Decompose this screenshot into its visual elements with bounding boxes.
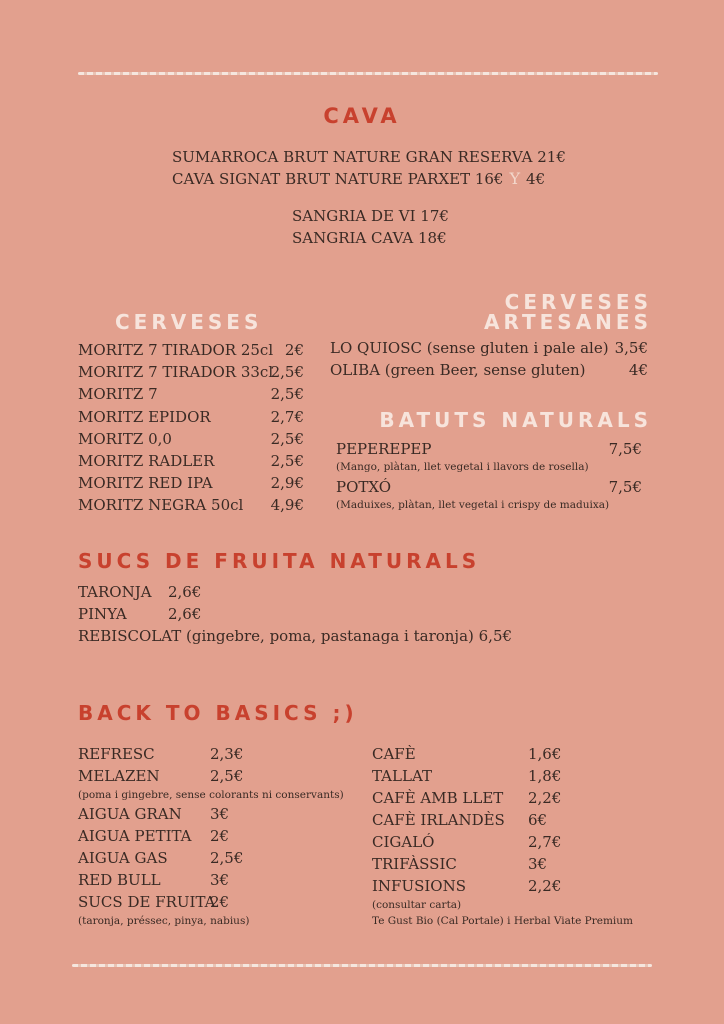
basics-right-item-name: TALLAT — [372, 767, 432, 785]
artesana-item — [330, 359, 648, 381]
artesana-item-name: OLIBA (green Beer, sense gluten) — [330, 361, 586, 379]
basics-left-item-price: 2,5€ — [210, 767, 244, 785]
melazen-note: (poma i gingebre, sense colorants ni conservants) — [78, 789, 344, 801]
basics-left-item-name: SUCS DE FRUITA — [78, 893, 216, 911]
cervesa-item — [78, 494, 304, 516]
basics-left-item-price: 2€ — [210, 893, 230, 911]
basics-right-item-name: TRIFÀSSIC — [372, 855, 457, 873]
cervesa-item-name: MORITZ EPIDOR — [78, 407, 211, 426]
cervesa-item — [78, 472, 304, 494]
cervesa-item — [78, 406, 304, 428]
cervesa-item-price: 2,5€ — [270, 385, 304, 404]
basics-right-item-price: 1,6€ — [528, 745, 562, 763]
basics-right-item — [372, 809, 548, 831]
basics-right-item-price: 6€ — [528, 811, 548, 829]
cervesa-item-name: MORITZ NEGRA 50cl — [78, 496, 244, 515]
basics-left-item-price: 3€ — [210, 805, 230, 823]
cava-item-2: CAVA SIGNAT BRUT NATURE PARXET 16€ Y 4€ — [172, 169, 546, 188]
basics-left-item — [78, 803, 230, 825]
cervesa-item-price: 2,5€ — [270, 429, 304, 448]
basics-right-item-name: CAFÈ — [372, 745, 416, 763]
cervesa-item — [78, 428, 304, 450]
basics-left-item-name: REFRESC — [78, 745, 155, 763]
basics-left-item-price: 2,5€ — [210, 849, 244, 867]
basics-right-item-name: INFUSIONS — [372, 877, 466, 895]
basics-right-item — [372, 831, 562, 853]
batut-peperepep-desc: (Mango, plàtan, llet vegetal i llavors de rosella) — [336, 461, 589, 473]
basics-left-item — [78, 765, 244, 787]
cava-item-1: SUMARROCA BRUT NATURE GRAN RESERVA 21€ — [172, 148, 566, 166]
batut-potxo: POTXÓ 7,5€ — [336, 478, 642, 496]
wine-glass-icon: Y — [509, 169, 521, 188]
sucs-heading: SUCS DE FRUITA NATURALS — [78, 549, 481, 573]
cervesa-item — [78, 383, 304, 405]
artesanes-heading-line1: CERVESES — [504, 290, 652, 314]
basics-left-item — [78, 891, 230, 913]
artesana-item — [330, 337, 648, 359]
cervesa-item-name: MORITZ 7 TIRADOR 33cl — [78, 363, 274, 382]
sucs-note: (taronja, préssec, pinya, nabius) — [78, 915, 250, 927]
cervesa-item-name: MORITZ 7 TIRADOR 25cl — [78, 341, 274, 359]
basics-left-item-name: AIGUA GAS — [78, 849, 168, 867]
cervesa-item-price: 2,5€ — [270, 452, 304, 470]
cervesa-item-price: 4,9€ — [270, 496, 304, 515]
basics-right-item-price: 2,2€ — [528, 789, 562, 807]
basics-right-item — [372, 787, 562, 809]
basics-left-item-name: MELAZEN — [78, 767, 160, 785]
cervesa-item-name: MORITZ 0,0 — [78, 429, 172, 448]
basics-right-item — [372, 853, 548, 875]
cava-heading: CAVA — [323, 104, 401, 128]
cervesa-item-name: MORITZ 7 — [78, 385, 158, 404]
suc-taronja: TARONJA 2,6€ — [78, 583, 202, 601]
cerveses-heading: CERVESES — [115, 310, 263, 334]
suc-pinya: PINYA 2,6€ — [78, 605, 202, 623]
basics-left-item-price: 2,3€ — [210, 745, 244, 763]
basics-right-item — [372, 875, 562, 897]
basics-right-item — [372, 743, 562, 765]
artesana-item-price: 3,5€ — [614, 339, 648, 357]
infusions-brands: Te Gust Bio (Cal Portale) i Herbal Viate Premium — [372, 915, 634, 927]
cervesa-item-name: MORITZ RED IPA — [78, 474, 213, 493]
basics-right-item — [372, 765, 562, 787]
cervesa-item-name: MORITZ RADLER — [78, 452, 215, 470]
cervesa-item-price: 2€ — [284, 341, 304, 359]
basics-left-item — [78, 743, 244, 765]
artesana-item-price: 4€ — [628, 361, 648, 379]
sangria-cava: SANGRIA CAVA 18€ — [292, 229, 447, 247]
cervesa-item — [78, 450, 304, 472]
glass-price: 4€ — [526, 170, 546, 188]
basics-left-item-name: RED BULL — [78, 871, 161, 889]
infusions-note: (consultar carta) — [372, 899, 462, 911]
basics-right-item-price: 2,7€ — [528, 833, 562, 851]
batuts-heading: BATUTS NATURALS — [379, 408, 652, 432]
basics-right-item-price: 3€ — [528, 855, 548, 873]
batut-peperepep: PEPEREPEP 7,5€ — [336, 440, 642, 458]
basics-left-item-price: 2€ — [210, 827, 230, 845]
cervesa-item — [78, 361, 304, 383]
cervesa-item — [78, 339, 304, 361]
basics-left-item — [78, 847, 244, 869]
sangria-vi: SANGRIA DE VI 17€ — [292, 207, 449, 225]
suc-rebiscolat: REBISCOLAT (gingebre, poma, pastanaga i taronja) 6,5€ — [78, 627, 513, 645]
bottom-divider — [72, 964, 652, 967]
cervesa-item-price: 2,9€ — [270, 474, 304, 493]
basics-right-item-price: 2,2€ — [528, 877, 562, 895]
basics-right-item-name: CAFÈ AMB LLET — [372, 789, 504, 807]
basics-right-item-name: CAFÈ IRLANDÈS — [372, 811, 505, 829]
basics-heading: BACK TO BASICS ;) — [78, 701, 358, 725]
basics-left-item — [78, 869, 230, 891]
artesana-item-name: LO QUIOSC (sense gluten i pale ale) — [330, 339, 609, 357]
artesanes-heading-line2: ARTESANES — [484, 310, 652, 334]
basics-left-item-name: AIGUA PETITA — [78, 827, 192, 845]
basics-left-item-price: 3€ — [210, 871, 230, 889]
batut-potxo-desc: (Maduixes, plàtan, llet vegetal i crispy de maduixa) — [336, 499, 610, 511]
cervesa-item-price: 2,7€ — [270, 407, 304, 426]
basics-right-item-price: 1,8€ — [528, 767, 562, 785]
basics-right-item-name: CIGALÓ — [372, 833, 435, 851]
basics-left-item — [78, 825, 230, 847]
top-divider — [78, 72, 658, 75]
cervesa-item-price: 2,5€ — [270, 363, 304, 382]
basics-left-item-name: AIGUA GRAN — [78, 805, 182, 823]
